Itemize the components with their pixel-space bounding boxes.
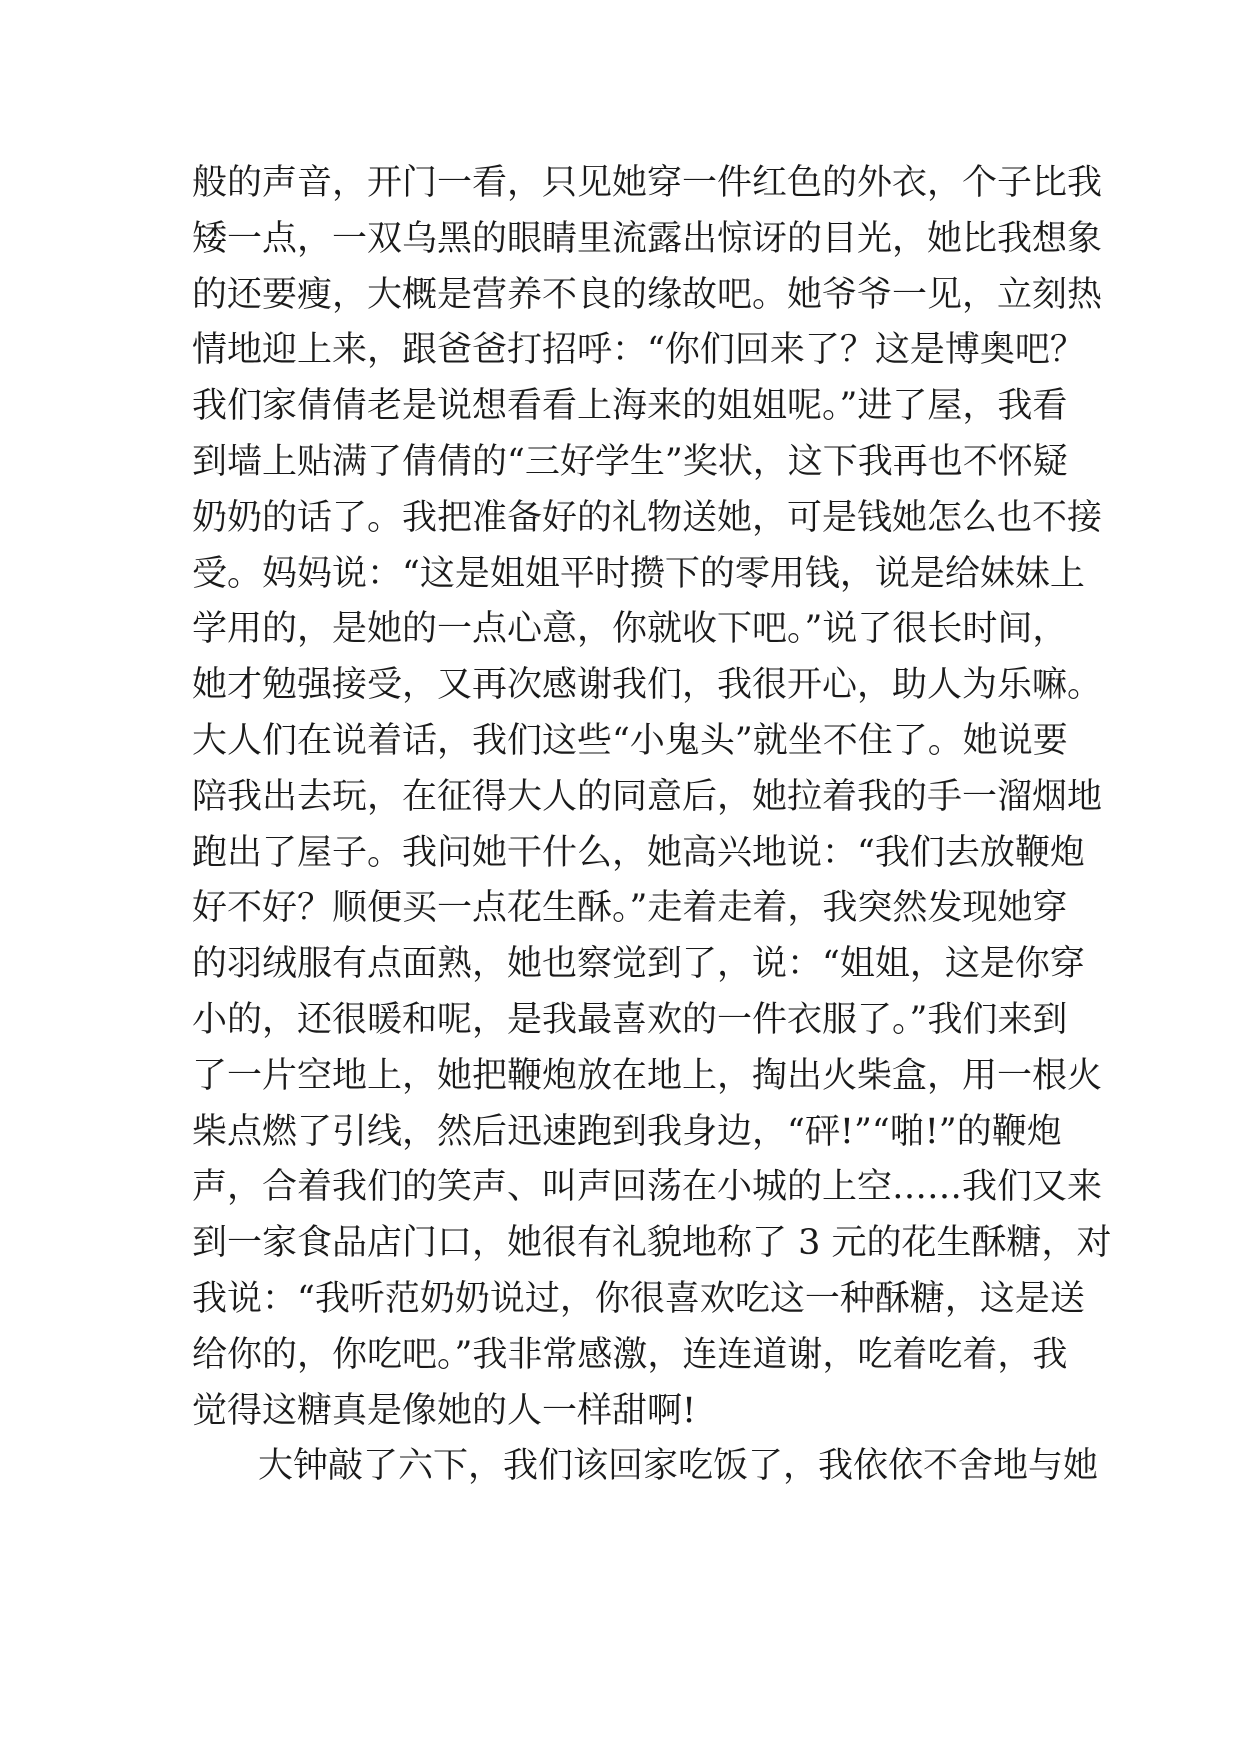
text-line: 我们家倩倩老是说想看看上海来的姐姐呢。”进了屋，我看 xyxy=(192,386,1068,427)
text-line: 的羽绒服有点面熟，她也察觉到了，说：“姐姐，这是你穿 xyxy=(192,944,1085,985)
text-line: 情地迎上来，跟爸爸打招呼：“你们回来了？这是博奥吧？ xyxy=(192,330,1085,371)
text-line: 受。妈妈说：“这是姐姐平时攒下的零用钱，说是给妹妹上 xyxy=(192,553,1085,594)
text-line: 般的声音，开门一看，只见她穿一件红色的外衣，个子比我 xyxy=(192,163,1103,203)
text-line: 小的，还很暖和呢，是我最喜欢的一件衣服了。”我们来到 xyxy=(192,999,1068,1040)
text-line: 大钟敲了六下，我们该回家吃饭了，我依依不舍地与她 xyxy=(258,1446,1099,1487)
text-line: 柴点燃了引线，然后迅速跑到我身边，“砰!”“啪!”的鞭炮 xyxy=(192,1111,1062,1152)
text-line: 到一家食品店门口，她很有礼貌地称了 3 元的花生酥糖，对 xyxy=(192,1223,1112,1264)
text-line: 给你的，你吃吧。”我非常感激，连连道谢，吃着吃着，我 xyxy=(192,1334,1068,1375)
body-text xyxy=(192,156,1112,1495)
text-line: 陪我出去玩，在征得大人的同意后，她拉着我的手一溜烟地 xyxy=(192,776,1103,817)
text-line: 了一片空地上，她把鞭炮放在地上，掏出火柴盒，用一根火 xyxy=(192,1055,1103,1096)
text-line: 声，合着我们的笑声、叫声回荡在小城的上空……我们又来 xyxy=(192,1167,1103,1208)
text-line: 跑出了屋子。我问她干什么，她高兴地说：“我们去放鞭炮 xyxy=(192,832,1085,873)
text-line: 的还要瘦，大概是营养不良的缘故吧。她爷爷一见，立刻热 xyxy=(192,274,1103,315)
text-line: 奶奶的话了。我把准备好的礼物送她，可是钱她怎么也不接 xyxy=(192,497,1103,538)
text-line: 矮一点，一双乌黑的眼睛里流露出惊讶的目光，她比我想象 xyxy=(192,218,1103,259)
text-line: 学用的，是她的一点心意，你就收下吧。”说了很长时间， xyxy=(192,609,1068,650)
text-line: 她才勉强接受，又再次感谢我们，我很开心，助人为乐嘛。 xyxy=(192,665,1103,706)
text-line: 到墙上贴满了倩倩的“三好学生”奖状，这下我再也不怀疑 xyxy=(192,441,1068,482)
text-line: 好不好？顺便买一点花生酥。”走着走着，我突然发现她穿 xyxy=(192,888,1068,929)
text-line: 大人们在说着话，我们这些“小鬼头”就坐不住了。她说要 xyxy=(192,720,1068,761)
text-line: 觉得这糖真是像她的人一样甜啊! xyxy=(192,1390,697,1431)
text-line: 我说：“我听范奶奶说过，你很喜欢吃这一种酥糖，这是送 xyxy=(192,1278,1085,1319)
